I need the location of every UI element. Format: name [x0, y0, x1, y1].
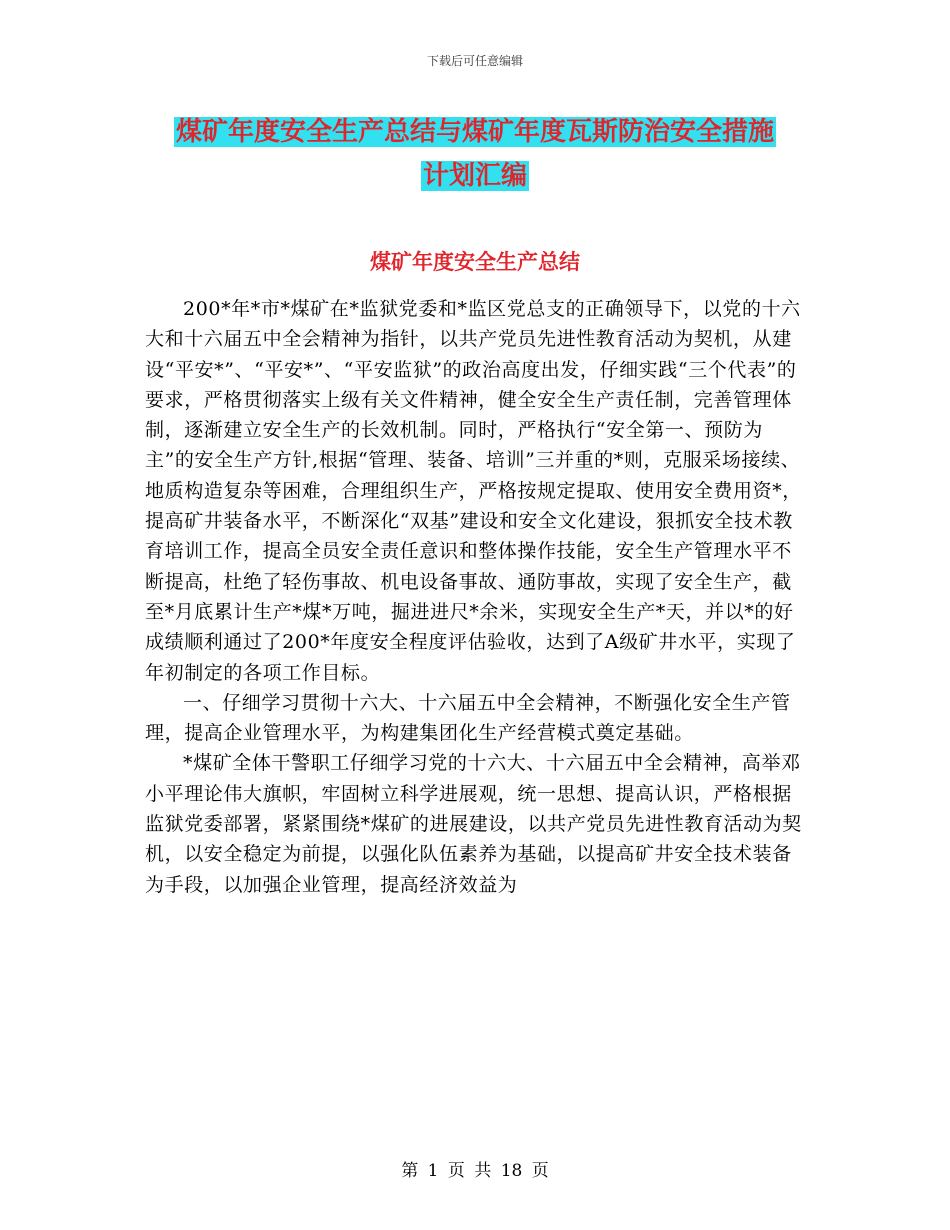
paragraph-study: *煤矿全体干警职工仔细学习党的十六大、十六届五中全会精神，高举邓小平理论伟大旗帜，牢固树立科学进展观，统一思想、提高认识，严格根据监狱党委部署，紧紧围绕*煤矿的进展建设，以共产党员先进性教育活动为契机，以安全稳定为前提，以强化队伍素养为基础，以提高矿井安全技术装备为手段，以加强企业管理，提高经济效益为 [145, 752, 802, 896]
document-title [0, 110, 950, 198]
paragraph-heading-one: 一、仔细学习贯彻十六大、十六届五中全会精神，不断强化安全生产管理，提高企业管理水平，为构建集团化生产经营模式奠定基础。 [145, 691, 791, 745]
page-header-note: 下载后可任意编辑 [426, 54, 523, 68]
title-line-2: 计划汇编 [422, 161, 527, 191]
paragraph-intro: 200*年*市*煤矿在*监狱党委和*监区党总支的正确领导下，以党的十六大和十六届五中全会精神为指针，以共产党员先进性教育活动为契机，从建设“平安*”、“平安*”、“平安监狱”的政治高度出发，仔细实践“三个代表”的要求，严格贯彻落实上级有关文件精神，健全安全生产责任制，完善管理体制，逐渐建立安全生产的长效机制。同时，严格执行“安全第一、预防为主”的安全生产方针,根据“管理、装备、培训”三并重的*则，克服采场接续、地质构造复杂等困难，合理组织生产，严格按规定提取、使用安全费用资*，提高矿井装备水平，不断深化“双基”建设和安全文化建设，狠抓安全技术教育培训工作，提高全员安全责任意识和整体操作技能，安全生产管理水平不断提高，杜绝了轻伤事故、机电设备事故、通防事故，实现了安全生产，截至*月底累计生产*煤*万吨，掘进进尺*余米，实现安全生产*天，并以*的好成绩顺利通过了200*年度安全程度评估验收，达到了A级矿井水平，实现了年初制定的各项工作目标。 [145, 298, 802, 684]
section-title: 煤矿年度安全生产总结 [370, 250, 580, 274]
page-number-footer: 第 1 页 共 18 页 [401, 1161, 549, 1181]
document-body [145, 294, 805, 900]
title-line-1: 煤矿年度安全生产总结与煤矿年度瓦斯防治安全措施 [175, 117, 774, 147]
